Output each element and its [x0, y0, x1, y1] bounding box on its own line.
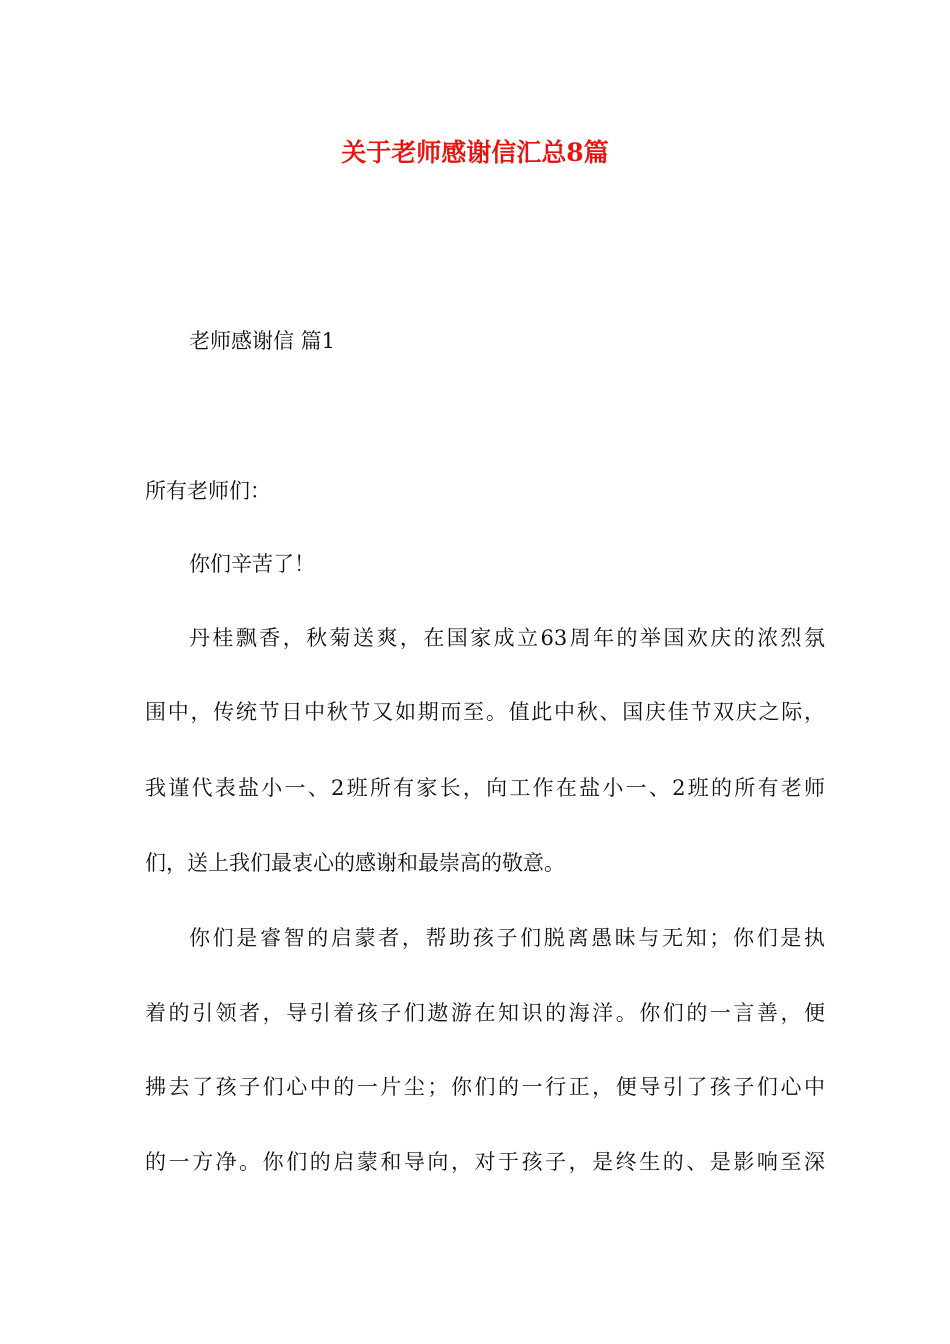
paragraph-line: 们，送上我们最衷心的感谢和最崇高的敬意。 [145, 851, 565, 875]
paragraph-line: 拂去了孩子们心中的一片尘；你们的一行正，便导引了孩子们心中 [145, 1075, 825, 1099]
paragraph-line: 丹桂飘香，秋菊送爽，在国家成立63周年的举国欢庆的浓烈氛 [189, 626, 825, 650]
document-title: 关于老师感谢信汇总8篇 [341, 138, 609, 167]
greeting: 你们辛苦了！ [189, 552, 315, 576]
paragraph-line: 的一方净。你们的启蒙和导向，对于孩子，是终生的、是影响至深 [145, 1150, 825, 1174]
paragraph-line: 你们是睿智的启蒙者，帮助孩子们脱离愚昧与无知；你们是执 [189, 926, 825, 950]
paragraph-line: 我谨代表盐小一、2班所有家长，向工作在盐小一、2班的所有老师 [145, 776, 825, 800]
section-heading: 老师感谢信 篇1 [189, 329, 336, 353]
paragraph-line: 围中，传统节日中秋节又如期而至。值此中秋、国庆佳节双庆之际， [145, 700, 825, 724]
paragraph-line: 着的引领者，导引着孩子们遨游在知识的海洋。你们的一言善，便 [145, 1001, 825, 1025]
salutation: 所有老师们： [145, 479, 271, 503]
